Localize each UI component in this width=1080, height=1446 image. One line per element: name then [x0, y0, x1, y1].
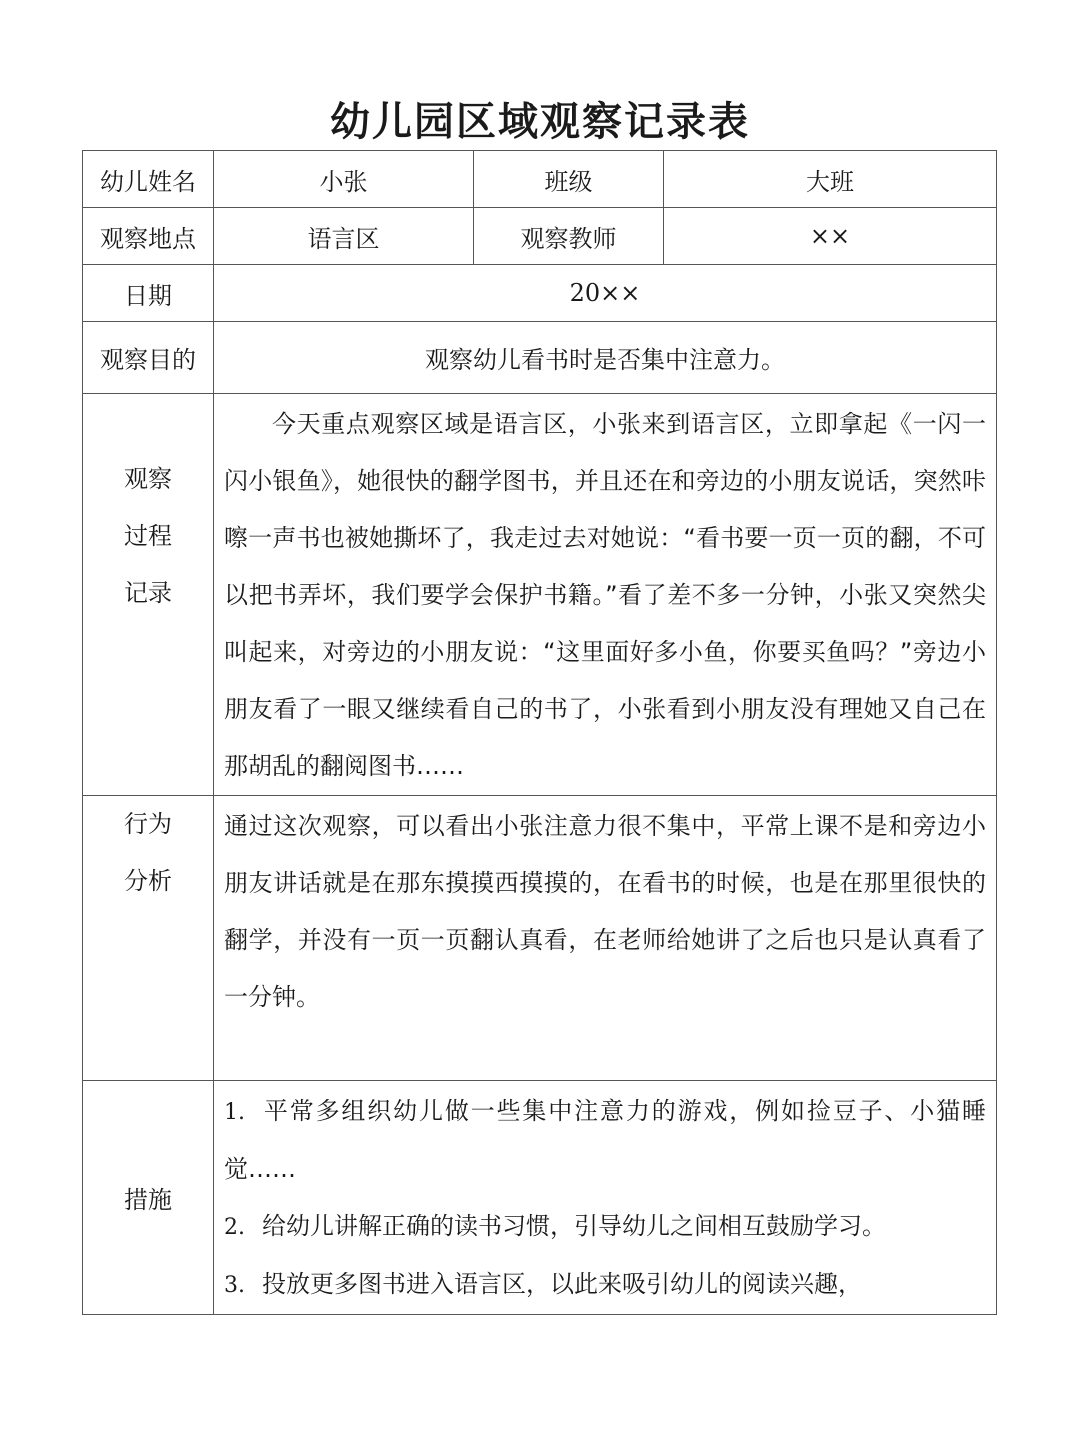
list-item [224, 1083, 986, 1198]
process-record-text: 今天重点观察区域是语言区，小张来到语言区，立即拿起《一闪一闪小银鱼》，她很快的翻学图书，并且还在和旁边的小朋友说话，突然咔嚓一声书也被她撕坏了，我走过去对她说：“看书要一页一页的翻，不可以把书弄坏，我们要学会保护书籍。”看了差不多一分钟，小张又突然尖叫起来，对旁边的小朋友说：“这里面好多小鱼，你要买鱼吗？”旁边小朋友看了一眼又继续看自己的书了，小张看到小朋友没有理她又自己在那胡乱的翻阅图书…… [224, 410, 986, 780]
list-item-number: 2. [224, 1215, 245, 1240]
location-label: 观察地点 [83, 208, 214, 265]
class-value: 大班 [664, 151, 997, 208]
child-name-label: 幼儿姓名 [83, 151, 214, 208]
list-item-text: 投放更多图书进入语言区，以此来吸引幼儿的阅读兴趣， [262, 1270, 862, 1298]
measures-list [214, 1081, 996, 1314]
analysis-text: 通过这次观察，可以看出小张注意力很不集中，平常上课不是和旁边小朋友讲话就是在那东摸摸西摸摸的，在看书的时候，也是在那里很快的翻学，并没有一页一页翻认真看，在老师给她讲了之后也只是认真看了一分钟。 [224, 812, 986, 1011]
table-row [83, 1081, 997, 1315]
page-title: 幼儿园区域观察记录表 [330, 99, 750, 145]
table-row [83, 394, 997, 796]
table-row [83, 208, 997, 265]
process-record-cell [214, 394, 997, 796]
table-row [83, 322, 997, 394]
process-label-line: 观察 [124, 465, 172, 493]
measures-label: 措施 [83, 1081, 214, 1315]
list-item-text: 平常多组织幼儿做一些集中注意力的游戏，例如捡豆子、小猫睡觉…… [224, 1097, 986, 1183]
table-row [83, 151, 997, 208]
date-value: 20×× [214, 265, 997, 322]
teacher-value: ×× [664, 208, 997, 265]
analysis-label-line: 分析 [124, 867, 172, 895]
child-name-value: 小张 [214, 151, 474, 208]
process-label-line: 过程 [124, 522, 172, 550]
list-item [224, 1198, 986, 1256]
table-row [83, 796, 997, 1081]
purpose-label: 观察目的 [83, 322, 214, 394]
analysis-label [83, 796, 214, 1081]
purpose-value: 观察幼儿看书时是否集中注意力。 [214, 322, 997, 394]
measures-cell [214, 1081, 997, 1315]
list-item-number: 1. [224, 1100, 245, 1125]
location-value: 语言区 [214, 208, 474, 265]
list-item-text: 给幼儿讲解正确的读书习惯，引导幼儿之间相互鼓励学习。 [262, 1212, 886, 1240]
teacher-label: 观察教师 [474, 208, 664, 265]
process-label [83, 394, 214, 796]
analysis-label-line: 行为 [124, 810, 172, 838]
analysis-cell [214, 796, 997, 1081]
process-label-line: 记录 [124, 579, 172, 607]
class-label: 班级 [474, 151, 664, 208]
observation-record-table [82, 150, 997, 1315]
table-row [83, 265, 997, 322]
list-item [224, 1256, 986, 1314]
date-label: 日期 [83, 265, 214, 322]
list-item-number: 3. [224, 1273, 245, 1298]
